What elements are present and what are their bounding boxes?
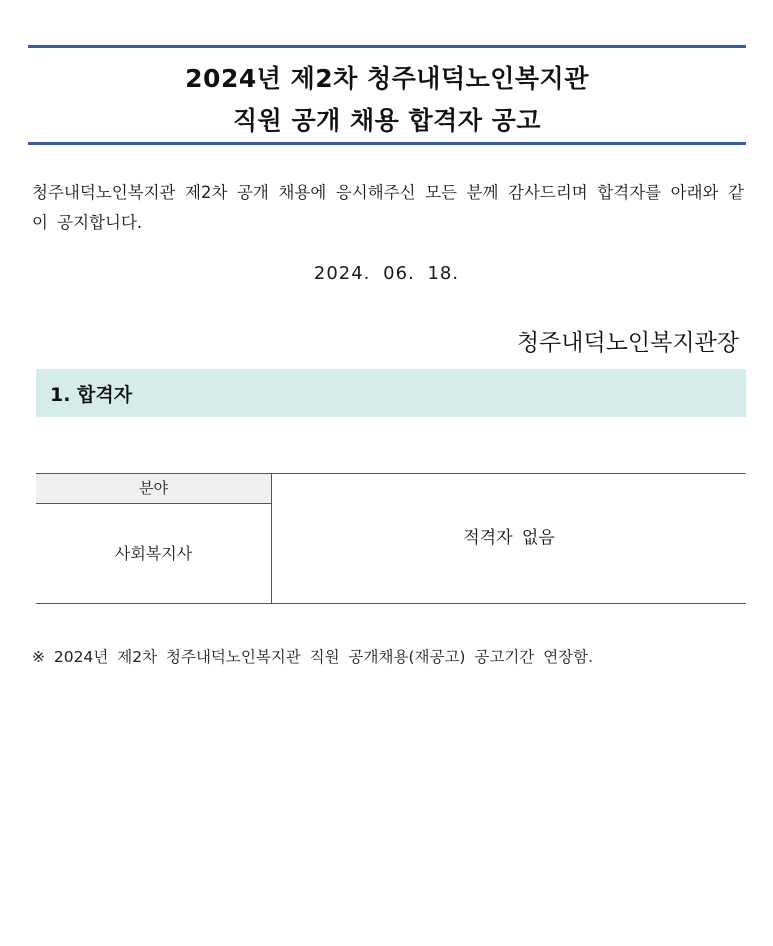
result-cell: 적격자 없음 (463, 528, 555, 548)
intro-paragraph: 청주내덕노인복지관 제2차 공개 채용에 응시해주신 모든 분께 감사드리며 합격자를 아래와 같이 공지합니다. (32, 183, 744, 232)
announcement-date: 2024. 06. 18. (313, 263, 460, 284)
field-column-header: 분야 (36, 474, 271, 504)
page-title-line-1: 2024년 제2차 청주내덕노인복지관 (185, 64, 589, 93)
signer-name: 청주내덕노인복지관장 (516, 330, 739, 356)
field-column (36, 474, 272, 603)
field-value: 사회복지사 (114, 544, 193, 563)
result-table (36, 473, 746, 604)
footnote: ※ 2024년 제2차 청주내덕노인복지관 직원 공개채용(재공고) 공고기간 연장함. (32, 648, 594, 666)
section-title: 1. 합격자 (50, 384, 133, 406)
page-title-line-2: 직원 공개 채용 합격자 공고 (233, 106, 541, 135)
section-header (36, 369, 746, 417)
title-block (28, 45, 746, 145)
